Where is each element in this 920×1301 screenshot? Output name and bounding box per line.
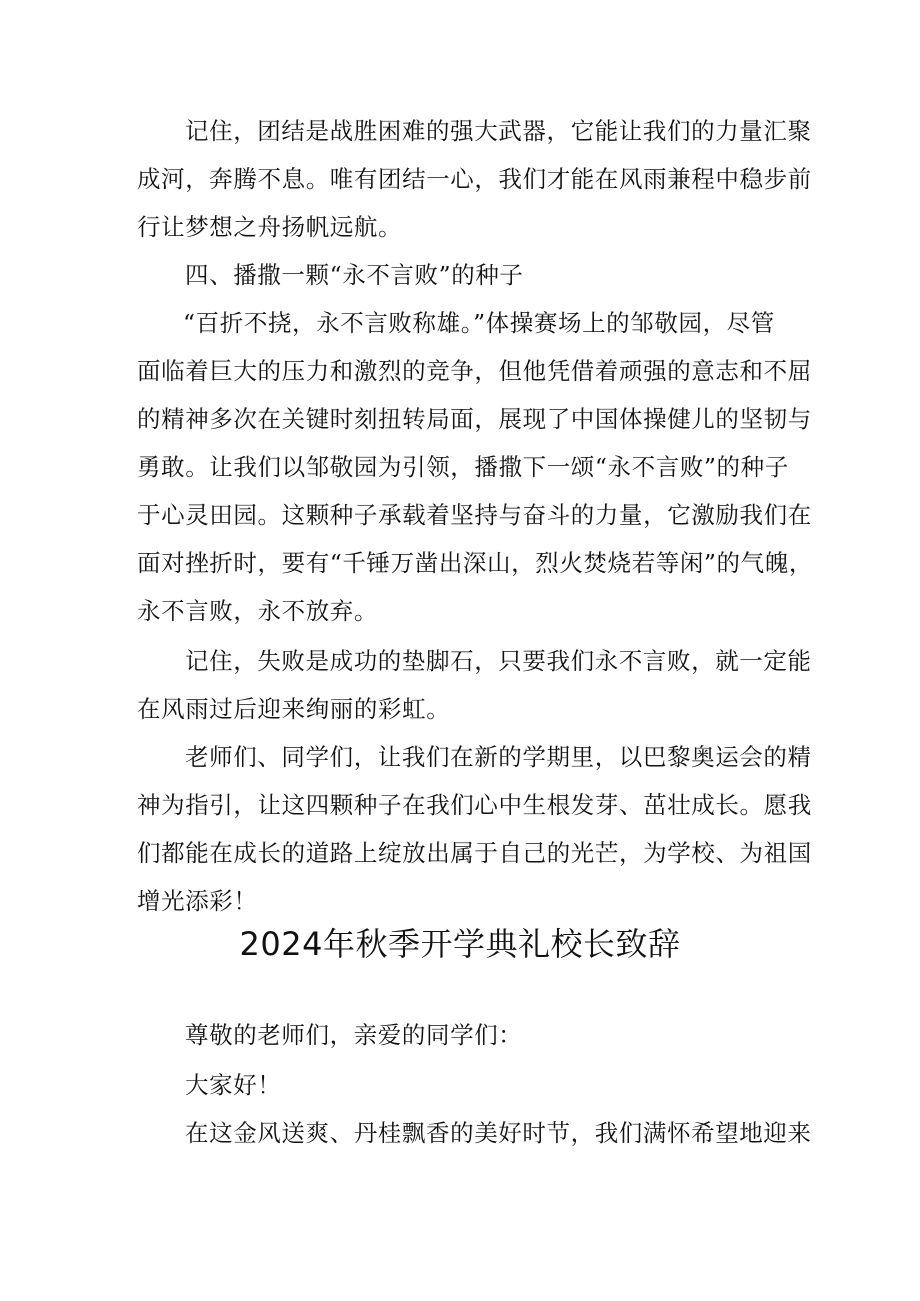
- paragraph-line: 永不言败，永不放弃。: [137, 597, 378, 625]
- opening-line: 在这金风送爽、丹桂飘香的美好时节，我们满怀希望地迎来: [185, 1119, 812, 1147]
- section-heading: 四、播撒一颗“永不言败”的种子: [185, 261, 524, 289]
- paragraph-line: “百折不挠，永不言败称雄。”体操赛场上的邹敬园，尽管: [183, 309, 775, 337]
- paragraph-line: 行让梦想之舟扬帆远航。: [137, 213, 403, 241]
- greeting: 大家好！: [185, 1071, 282, 1099]
- paragraph-line: 于心灵田园。这颗种子承载着坚持与奋斗的力量，它激励我们在: [137, 501, 812, 529]
- paragraph-line: 记住，失败是成功的垫脚石，只要我们永不言败，就一定能: [185, 647, 812, 675]
- paragraph-line: 面对挫折时，要有“千锤万凿出深山，烈火焚烧若等闲”的气魄，: [137, 549, 813, 577]
- paragraph-line: 神为指引，让这四颗种子在我们心中生根发芽、茁壮成长。愿我: [137, 791, 812, 819]
- paragraph-line: 老师们、同学们，让我们在新的学期里，以巴黎奥运会的精: [185, 743, 812, 771]
- salutation: 尊敬的老师们，亲爱的同学们：: [185, 1021, 523, 1049]
- paragraph-line: 面临着巨大的压力和激烈的竞争，但他凭借着顽强的意志和不屈: [137, 357, 812, 385]
- paragraph-line: 的精神多次在关键时刻扭转局面，展现了中国体操健儿的坚韧与: [137, 405, 812, 433]
- paragraph-line: 勇敢。让我们以邹敬园为引领，播撒下一颂“永不言败”的种子: [137, 453, 789, 481]
- speech-title: 2024年秋季开学典礼校长致辞: [239, 925, 681, 963]
- paragraph-line: 在风雨过后迎来绚丽的彩虹。: [137, 695, 451, 723]
- paragraph-line: 成河，奔腾不息。唯有团结一心，我们才能在风雨兼程中稳步前: [137, 165, 812, 193]
- paragraph-line: 记住，团结是战胜困难的强大武器，它能让我们的力量汇聚: [185, 117, 812, 145]
- paragraph-line: 增光添彩！: [137, 887, 258, 915]
- paragraph-line: 们都能在成长的道路上绽放出属于自己的光芒，为学校、为祖国: [137, 839, 812, 867]
